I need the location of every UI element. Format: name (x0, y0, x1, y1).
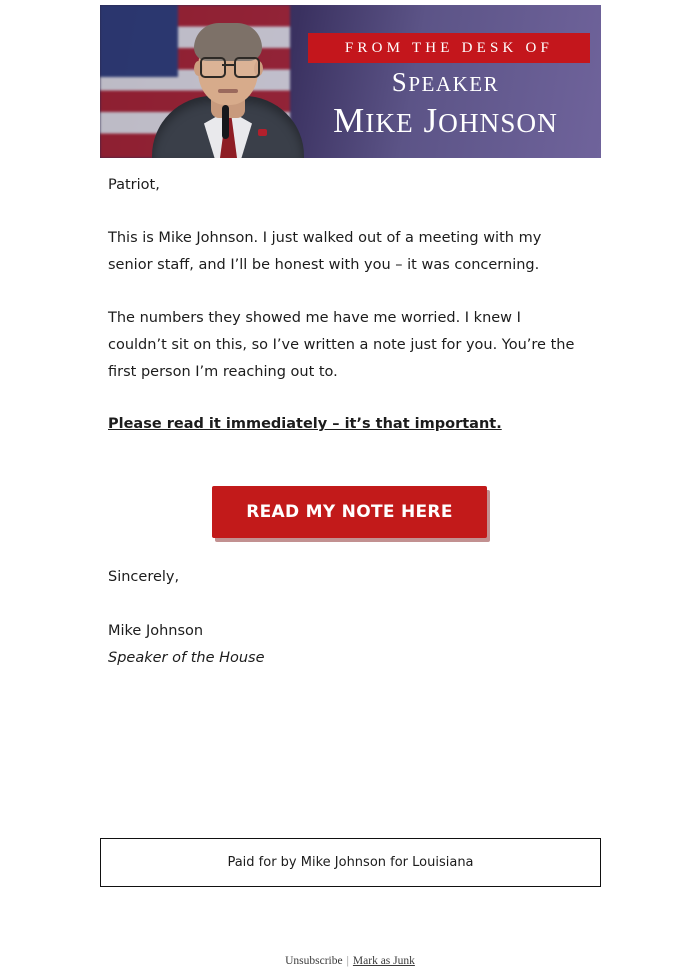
email-footer-links (0, 955, 700, 967)
read-my-note-button[interactable]: READ MY NOTE HERE (212, 486, 487, 538)
banner-text-block (290, 5, 601, 158)
paid-for-by-disclaimer (100, 838, 601, 887)
flag-lapel-pin-icon (258, 129, 267, 136)
paragraph-2: The numbers they showed me have me worried. I knew I couldn’t sit on this, so I’ve written a note just for you. You’re the first person I’m reaching out to. (108, 310, 575, 380)
emphasis-line: Please read it immediately – it’s that important. (108, 416, 502, 432)
mark-as-junk-link[interactable]: Mark as Junk (352, 955, 415, 967)
closing-line: Sincerely, (108, 569, 180, 585)
from-the-desk-label: FROM THE DESK OF (344, 39, 554, 56)
email-body-copy (108, 172, 578, 438)
footer-separator: | (346, 955, 349, 967)
from-the-desk-strip (308, 33, 590, 63)
signer-name: Mike Johnson (108, 623, 204, 639)
signer-title: Speaker of the House (108, 650, 265, 666)
microphone-icon (222, 105, 229, 139)
salutation: Patriot, (108, 177, 160, 193)
signature-spacer (108, 591, 578, 618)
portrait-glasses-right (234, 57, 260, 78)
portrait-glasses-bridge (222, 64, 234, 66)
portrait-mouth (218, 89, 238, 93)
banner-speaker-name: MIKE JOHNSON (333, 101, 558, 140)
portrait-glasses-left (200, 57, 226, 78)
disclaimer-text: Paid for by Mike Johnson for Louisiana (227, 855, 474, 870)
cta-container (108, 486, 591, 538)
paragraph-1: This is Mike Johnson. I just walked out of a meeting with my senior staff, and I’ll be honest with you – it was concerning. (108, 230, 542, 273)
portrait-hair (194, 23, 262, 61)
unsubscribe-link[interactable]: Unsubscribe (285, 955, 343, 967)
signature-block (108, 564, 578, 672)
speaker-portrait-image (146, 9, 310, 158)
banner-speaker-word: SPEAKER (391, 67, 500, 97)
email-header-banner (100, 5, 601, 158)
